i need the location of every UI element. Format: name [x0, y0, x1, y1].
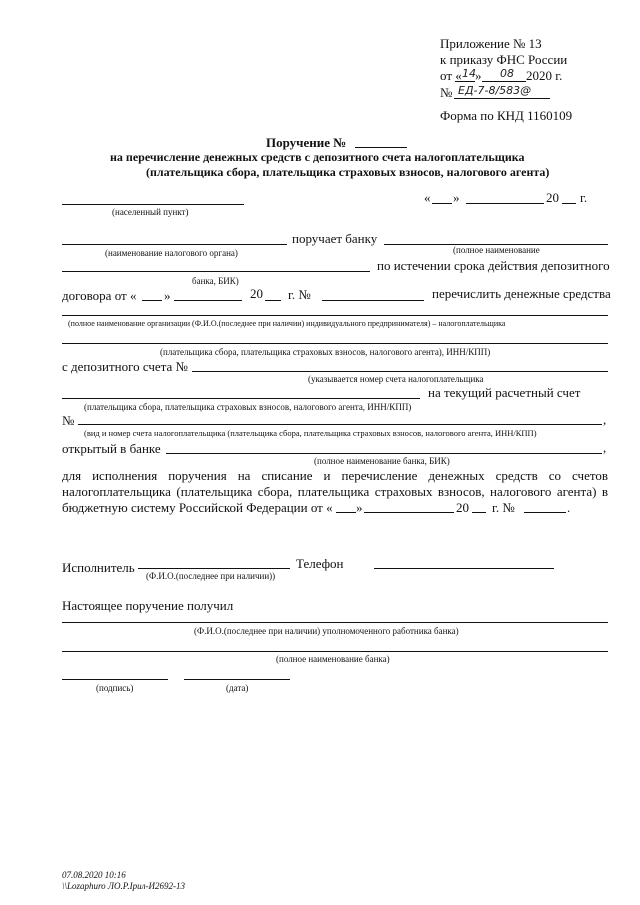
account-number-sign: №: [62, 413, 75, 428]
account-type-number-line[interactable]: [78, 424, 602, 425]
date-close-quote: »: [453, 190, 460, 205]
payer-inn-caption-2: (плательщика сбора, плательщика страховых взносов, налогового агента, ИНН/КПП): [84, 402, 412, 412]
bank-name-receipt-caption: (полное наименование банка): [276, 654, 390, 664]
comma-1: ,: [603, 412, 607, 427]
receipt-label: Настоящее поручение получил: [62, 598, 234, 613]
order-close-quote: »: [356, 500, 363, 515]
opened-in-bank-label: открытый в банке: [62, 441, 161, 456]
order-month-line[interactable]: [364, 512, 454, 513]
order-number-line: [454, 98, 550, 99]
appendix-number: Приложение № 13: [440, 36, 542, 51]
date-year-line[interactable]: [562, 203, 576, 204]
order-period: .: [567, 500, 571, 515]
date-receipt-caption: (дата): [226, 683, 249, 693]
signature-caption: (подпись): [96, 683, 134, 693]
comma-2: ,: [603, 440, 607, 455]
transfer-funds-text: перечислить денежные средства: [432, 286, 611, 301]
organization-caption: (полное наименование организации (Ф.И.О.(последнее при наличии) индивидуального предпринимателя) – налогоплательщика: [68, 319, 506, 328]
document-title: Поручение №: [266, 135, 347, 150]
footer-timestamp: 07.08.2020 10:16: [62, 870, 126, 880]
order-date-prefix: от «: [440, 68, 462, 83]
current-account-line[interactable]: [62, 398, 420, 399]
account-number-caption: (указывается номер счета налогоплательщика: [308, 374, 484, 384]
date-month-line[interactable]: [466, 203, 544, 204]
order-day-line[interactable]: [336, 512, 356, 513]
phone-label: Телефон: [296, 556, 344, 571]
order-year-prefix: 20: [456, 500, 469, 515]
contract-year-line[interactable]: [265, 300, 281, 301]
date-receipt-line[interactable]: [184, 679, 290, 680]
form-code: Форма по КНД 1160109: [440, 108, 573, 123]
deposit-account-line[interactable]: [192, 371, 608, 372]
bank-employee-line[interactable]: [62, 622, 608, 623]
date-year-suffix: г.: [580, 190, 588, 205]
payer-inn-caption: (плательщика сбора, плательщика страховых взносов, налогового агента), ИНН/КПП): [160, 347, 491, 357]
settlement-caption: (населенный пункт): [112, 207, 189, 217]
organization-line[interactable]: [62, 315, 608, 316]
deposit-account-label: с депозитного счета №: [62, 359, 188, 374]
executor-name-line[interactable]: [138, 568, 290, 569]
contract-from-label: договора от «: [62, 288, 137, 303]
document-subtitle-parenthetical: (плательщика сбора, плательщика страховых взносов, налогового агента): [146, 165, 550, 179]
contract-number-line[interactable]: [322, 300, 424, 301]
order-reference: к приказу ФНС России: [440, 52, 568, 67]
organization-line-2[interactable]: [62, 343, 608, 344]
contract-year-prefix: 20: [250, 286, 263, 301]
paragraph-line-2: налогоплательщика (плательщика сбора, плательщика страховых взносов, налогового агента) в: [62, 484, 608, 499]
contract-day-line[interactable]: [142, 300, 162, 301]
order-date-year: 2020 г.: [526, 68, 563, 83]
account-type-caption: (вид и номер счета налогоплательщика (плательщика сбора, плательщика страховых взносов, налогового агента, ИНН/КПП): [84, 428, 537, 438]
date-year-prefix: 20: [546, 190, 559, 205]
bank-name-receipt-line[interactable]: [62, 651, 608, 652]
bank-full-caption: (полное наименование банка, БИК): [314, 456, 450, 466]
order-number-value: ЕД-7-8/583@: [458, 84, 532, 97]
bank-full-name-caption: (полное наименование: [453, 245, 540, 255]
order-date-month-line: [482, 81, 526, 82]
contract-close-quote: »: [164, 288, 171, 303]
order-number-label: г. №: [492, 500, 515, 515]
settlement-line[interactable]: [62, 204, 244, 205]
order-number-prefix: №: [440, 85, 453, 100]
order-date-mid: »: [475, 68, 482, 83]
upon-expiry-text: по истечении срока действия депозитного: [377, 258, 610, 273]
bank-employee-caption: (Ф.И.О.(последнее при наличии) уполномоченного работника банка): [194, 626, 459, 636]
document-subtitle: на перечисление денежных средств с депозитного счета налогоплательщика: [110, 150, 525, 164]
order-date-day-line: [455, 81, 475, 82]
date-open-quote: «: [424, 190, 431, 205]
bank-name-line-2[interactable]: [62, 271, 370, 272]
tax-authority-caption: (наименование налогового органа): [105, 248, 238, 258]
title-number-line: [355, 147, 407, 148]
signature-line[interactable]: [62, 679, 168, 680]
date-day-line[interactable]: [432, 203, 452, 204]
order-date-day: 14: [462, 67, 476, 80]
paragraph-line-3: бюджетную систему Российской Федерации от «: [62, 500, 333, 515]
order-number-line[interactable]: [524, 512, 566, 513]
phone-line[interactable]: [374, 568, 554, 569]
paragraph-line-1: для исполнения поручения на списание и перечисление денежных средств со счетов: [62, 468, 608, 483]
instructs-bank-label: поручает банку: [292, 231, 378, 246]
bank-bik-caption: банка, БИК): [192, 276, 239, 286]
contract-number-label: г. №: [288, 287, 311, 302]
order-year-line[interactable]: [472, 512, 486, 513]
executor-fio-caption: (Ф.И.О.(последнее при наличии)): [146, 571, 276, 581]
current-account-text: на текущий расчетный счет: [428, 385, 581, 400]
executor-label: Исполнитель: [62, 560, 135, 575]
order-date-month: 08: [500, 67, 514, 80]
contract-month-line[interactable]: [174, 300, 242, 301]
tax-authority-line[interactable]: [62, 244, 287, 245]
footer-file-reference: \\Lozaphuro ЛО.Р.Ірил-И2692-13: [62, 881, 186, 891]
opened-bank-line[interactable]: [166, 453, 602, 454]
